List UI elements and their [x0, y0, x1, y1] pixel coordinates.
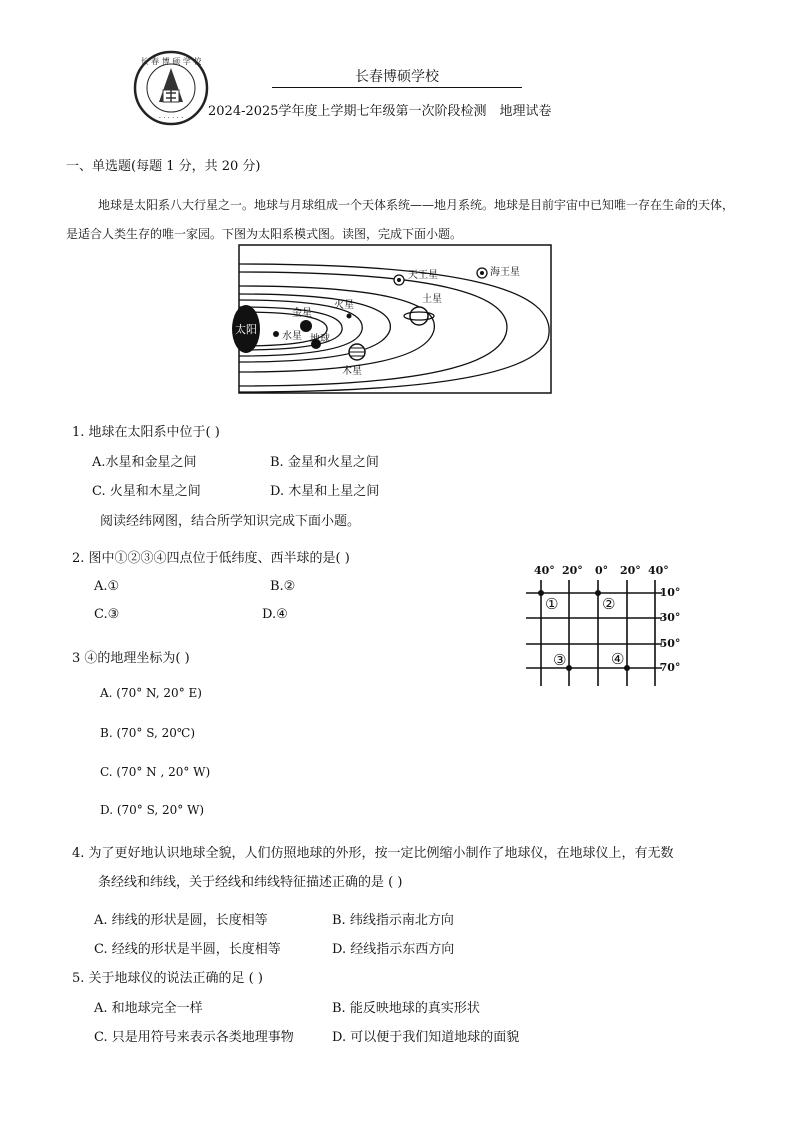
grid-right-label: 70°	[659, 661, 681, 674]
q5-option-c[interactable]: C. 只是用符号来表示各类地理事物	[94, 1030, 294, 1045]
grid-point-1: ①	[545, 595, 559, 613]
q2-option-d[interactable]: D.④	[262, 607, 288, 622]
grid-right-label: 30°	[659, 611, 681, 624]
grid-point-3: ③	[553, 651, 567, 669]
earth-label: 地球	[310, 334, 330, 345]
svg-text:长 春 博 硕 学 校: 长 春 博 硕 学 校	[140, 57, 202, 66]
grid-top-label: 40°	[534, 564, 555, 577]
section-title: 一、单选题(每题 1 分，共 20 分)	[66, 159, 261, 174]
saturn-label: 土星	[422, 294, 442, 305]
q2-option-c[interactable]: C.③	[94, 607, 120, 622]
neptune-label: 海王星	[490, 267, 520, 278]
grid-reading-intro: 阅读经纬网图，结合所学知识完成下面小题。	[100, 514, 361, 529]
q5-stem: 5. 关于地球仪的说法正确的足 ( )	[72, 971, 263, 986]
q4-option-d[interactable]: D. 经线指示东西方向	[332, 942, 455, 957]
q3-option-a[interactable]: A. (70° N, 20° E)	[100, 686, 202, 700]
grid-top-label: 20°	[620, 564, 641, 577]
grid-top-label: 0°	[595, 564, 609, 577]
intro-line-1: 地球是太阳系八大行星之一。地球与月球组成一个天体系统——地月系统。地球是目前宇宙中已知唯一存在生命的天体，	[98, 198, 735, 212]
school-seal-logo	[133, 50, 209, 126]
venus-label: 金星	[292, 308, 312, 319]
grid-point-4: ④	[611, 650, 625, 668]
q2-stem: 2. 图中①②③④四点位于低纬度、西半球的是( )	[72, 551, 350, 566]
q1-option-d[interactable]: D. 木星和上星之间	[270, 484, 380, 499]
lat-long-grid-map	[524, 562, 681, 688]
q3-option-c[interactable]: C. (70° N , 20° W)	[100, 765, 211, 779]
q3-option-b[interactable]: B. (70° S, 20℃)	[100, 726, 196, 740]
q3-stem: 3 ④的地理坐标为( )	[72, 651, 190, 666]
intro-line-2: 是适合人类生存的唯一家园。下图为太阳系模式图。读图，完成下面小题。	[66, 227, 463, 241]
q4-option-c[interactable]: C. 经线的形状是半圆，长度相等	[94, 942, 281, 957]
mercury-label: 水星	[282, 331, 302, 342]
svg-text:· · · · · ·: · · · · · ·	[158, 114, 184, 122]
q4-stem-line-2: 条经线和纬线，关于经线和纬线特征描述正确的是 ( )	[98, 875, 403, 890]
sun-label: 太阳	[235, 323, 257, 336]
q3-option-d[interactable]: D. (70° S, 20° W)	[100, 803, 205, 817]
mars-label: 火星	[334, 300, 354, 311]
grid-right-label: 10°	[659, 586, 681, 599]
jupiter-label: 木星	[342, 366, 362, 377]
q4-stem-line-1: 4. 为了更好地认识地球全貌，人们仿照地球的外形，按一定比例缩小制作了地球仪，在地球仪上，有无数	[72, 846, 674, 861]
school-name: 长春博硕学校	[272, 66, 522, 88]
q1-option-b[interactable]: B. 金星和火星之间	[270, 455, 379, 470]
grid-top-label: 20°	[562, 564, 583, 577]
solar-system-diagram	[235, 244, 552, 394]
q5-option-d[interactable]: D. 可以便于我们知道地球的面貌	[332, 1030, 520, 1045]
grid-right-label: 50°	[659, 637, 681, 650]
q4-option-a[interactable]: A. 纬线的形状是圆，长度相等	[94, 913, 268, 928]
q1-stem: 1. 地球在太阳系中位于( )	[72, 425, 220, 440]
q1-option-a[interactable]: A.水星和金星之间	[92, 455, 197, 470]
uranus-label: 天王星	[408, 270, 438, 281]
grid-top-label: 40°	[648, 564, 669, 577]
q2-option-a[interactable]: A.①	[94, 579, 120, 594]
q2-option-b[interactable]: B.②	[270, 579, 296, 594]
q5-option-a[interactable]: A. 和地球完全一样	[94, 1001, 203, 1016]
q5-option-b[interactable]: B. 能反映地球的真实形状	[332, 1001, 480, 1016]
exam-title: 2024-2025学年度上学期七年级第一次阶段检测 地理试卷	[208, 104, 552, 119]
grid-point-2: ②	[602, 595, 616, 613]
q1-option-c[interactable]: C. 火星和木星之间	[92, 484, 201, 499]
q4-option-b[interactable]: B. 纬线指示南北方向	[332, 913, 454, 928]
